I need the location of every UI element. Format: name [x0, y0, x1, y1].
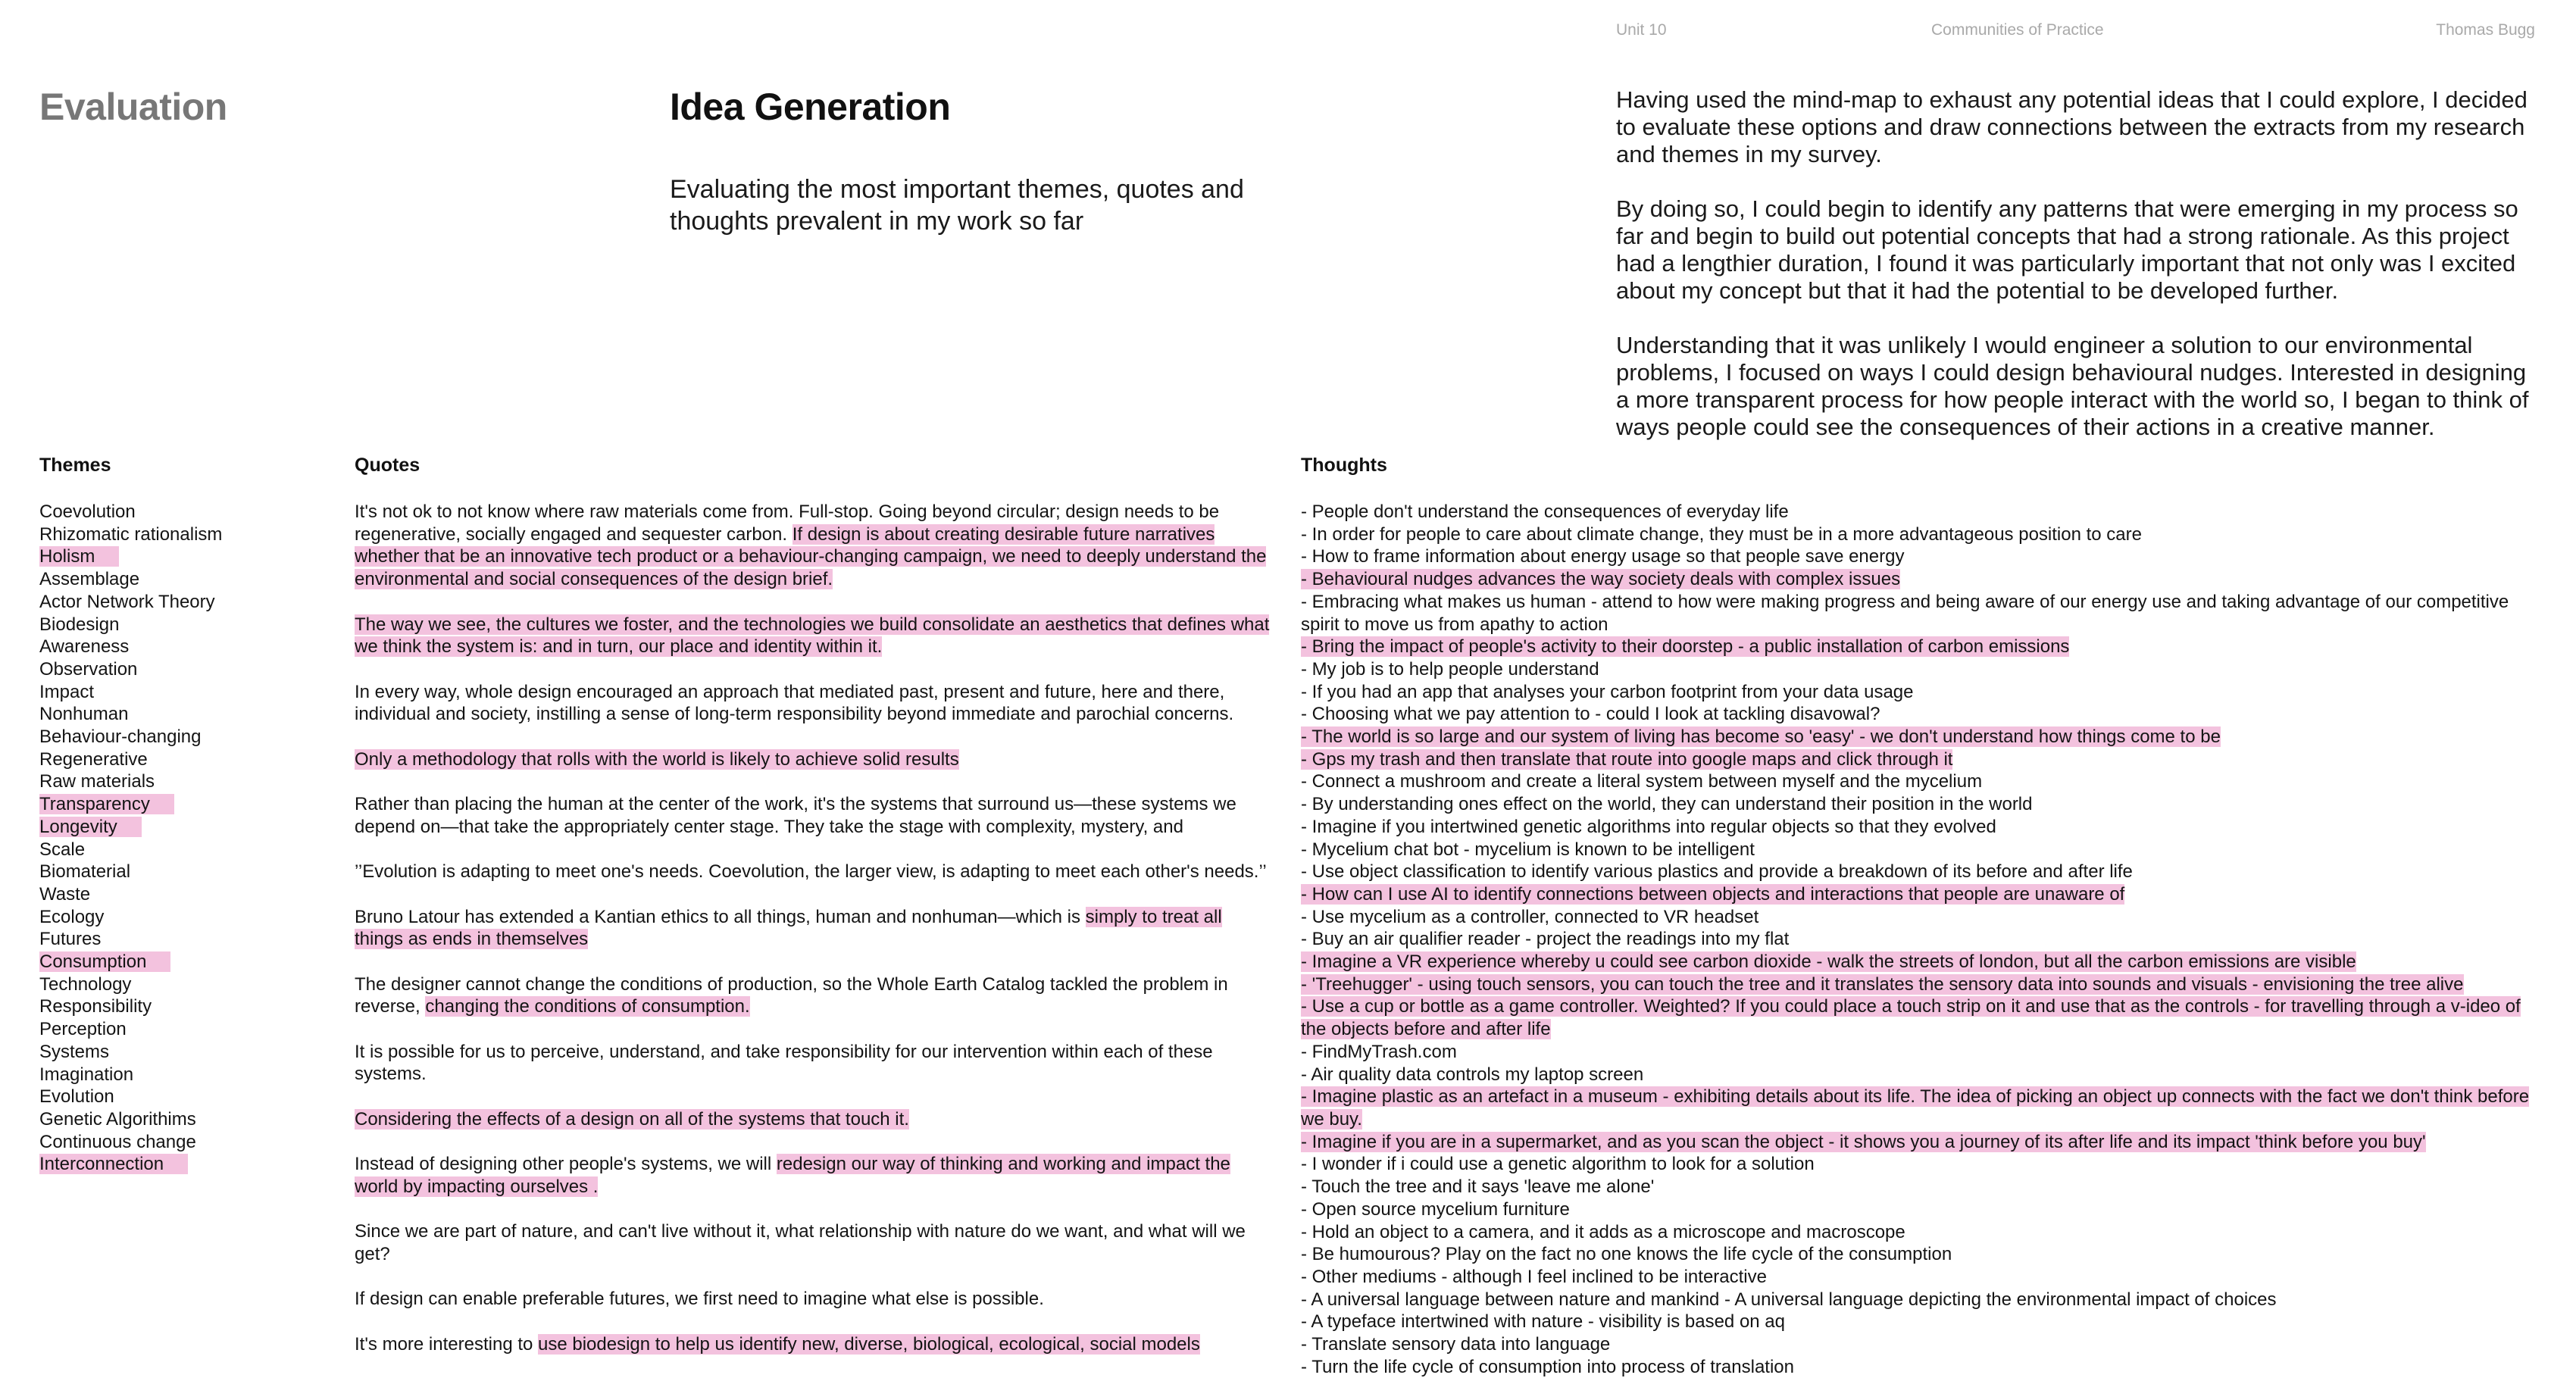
theme-label: Ecology	[39, 906, 105, 927]
thoughts-list	[1301, 501, 2543, 1378]
theme-label: Longevity	[39, 817, 142, 837]
theme-item	[39, 951, 327, 973]
thought-item	[1301, 839, 2543, 861]
quote-highlight: Only a methodology that rolls with the world is likely to achieve solid results	[355, 748, 959, 770]
thought-text: - Air quality data controls my laptop screen	[1301, 1064, 1644, 1085]
quotes-heading: Quotes	[355, 455, 420, 476]
thought-item	[1301, 1243, 2543, 1266]
theme-item	[39, 770, 327, 793]
theme-item	[39, 906, 327, 929]
theme-item	[39, 636, 327, 658]
quote-text: It's more interesting to	[355, 1333, 539, 1355]
theme-label: Continuous change	[39, 1131, 196, 1152]
theme-label: Technology	[39, 973, 132, 995]
thought-item	[1301, 973, 2543, 996]
theme-item	[39, 883, 327, 906]
thought-text: - I wonder if i could use a genetic algorithm to look for a solution	[1301, 1154, 1815, 1175]
theme-item	[39, 1018, 327, 1041]
thought-text: - By understanding ones effect on the world, they can understand their position in the world	[1301, 794, 2033, 815]
thought-highlight: - Imagine if you are in a supermarket, and as you scan the object - it shows you a journey of its after life and its impact 'think before you buy'	[1301, 1131, 2426, 1152]
thought-highlight: - Bring the impact of people's activity to their doorstep - a public installation of carbon emissions	[1301, 636, 2070, 658]
theme-item	[39, 726, 327, 748]
thoughts-heading: Thoughts	[1301, 455, 1387, 476]
quote-paragraph	[355, 906, 1275, 951]
thought-item	[1301, 726, 2543, 748]
theme-item	[39, 1064, 327, 1086]
quote-highlight: Considering the effects of a design on all of the systems that touch it.	[355, 1108, 909, 1130]
thought-item	[1301, 1356, 2543, 1378]
thought-item	[1301, 658, 2543, 681]
theme-label: Futures	[39, 929, 102, 950]
quote-text: ’’Evolution is adapting to meet one's needs. Coevolution, the larger view, is adapting to meet each other's needs.’’	[355, 861, 1267, 883]
thought-text: - Embracing what makes us human - attend to how were making progress and being aware of our energy use and taking advantage of our competitive spirit to move us from apathy to action	[1301, 591, 2509, 635]
intro-paragraph: Understanding that it was unlikely I would engineer a solution to our environmental problems, I focused on ways I could design behavioural nudges. Interested in designing a more transparent process for how people interact with the world so, I began to think of ways people could see the consequences of their actions in a creative manner.	[1616, 332, 2529, 440]
theme-item	[39, 816, 327, 839]
thought-item	[1301, 1086, 2543, 1130]
quote-paragraph	[355, 1108, 1275, 1131]
quote-text: Instead of designing other people's systems, we will	[355, 1154, 777, 1175]
theme-item	[39, 793, 327, 816]
thought-highlight: - Imagine plastic as an artefact in a museum - exhibiting details about its life. The idea of picking an object up connects with the fact we don't think before we buy.	[1301, 1086, 2530, 1130]
quote-paragraph	[355, 614, 1275, 658]
theme-label: Raw materials	[39, 771, 155, 792]
theme-item	[39, 995, 327, 1018]
theme-item	[39, 861, 327, 883]
theme-item	[39, 1086, 327, 1108]
theme-label: Awareness	[39, 636, 130, 658]
quote-highlight: redesign our way of thinking and working and impact the world by impacting ourselves .	[355, 1154, 1230, 1197]
thought-item	[1301, 1131, 2543, 1154]
quote-text: The designer cannot change the conditions of production, so the Whole Earth Catalog tackled the problem in reverse,	[355, 973, 1228, 1017]
thought-item	[1301, 793, 2543, 816]
theme-label: Consumption	[39, 951, 170, 972]
thought-highlight: - How can I use AI to identify connections between objects and interactions that people are unaware of	[1301, 883, 2125, 905]
theme-label: Imagination	[39, 1064, 134, 1085]
thought-item	[1301, 1176, 2543, 1198]
theme-item	[39, 928, 327, 951]
theme-label: Transparency	[39, 794, 174, 814]
theme-item	[39, 501, 327, 523]
theme-label: Responsibility	[39, 996, 152, 1017]
thought-item	[1301, 1221, 2543, 1244]
quote-paragraph	[355, 973, 1275, 1018]
thought-item	[1301, 591, 2543, 636]
thought-text: - Touch the tree and it says 'leave me alone'	[1301, 1176, 1655, 1198]
thought-item	[1301, 1198, 2543, 1221]
theme-item	[39, 1153, 327, 1176]
page-subtitle: Evaluating the most important themes, quotes and thoughts prevalent in my work so far	[670, 175, 1244, 236]
quote-paragraph	[355, 501, 1275, 591]
quote-highlight: The way we see, the cultures we foster, and the technologies we build consolidate an aesthetics that defines what we think the system is: and in turn, our place and identity within it.	[355, 614, 1270, 658]
quote-paragraph	[355, 1288, 1275, 1311]
thought-item	[1301, 568, 2543, 591]
theme-label: Regenerative	[39, 748, 148, 770]
thought-item	[1301, 636, 2543, 658]
theme-item	[39, 973, 327, 996]
quote-paragraph	[355, 1041, 1275, 1086]
header-module: Communities of Practice	[1931, 21, 2104, 39]
theme-item	[39, 748, 327, 771]
thought-item	[1301, 748, 2543, 771]
theme-label: Observation	[39, 658, 138, 680]
themes-heading: Themes	[39, 455, 111, 476]
intro-text	[1616, 86, 2544, 468]
thought-item	[1301, 501, 2543, 523]
thought-text: - A universal language between nature and mankind - A universal language depicting the environmental impact of choices	[1301, 1289, 2277, 1310]
thought-item	[1301, 995, 2543, 1040]
theme-item	[39, 614, 327, 636]
theme-label: Systems	[39, 1041, 110, 1062]
theme-label: Nonhuman	[39, 704, 129, 725]
theme-item	[39, 545, 327, 568]
thought-text: - Hold an object to a camera, and it adds as a microscope and macroscope	[1301, 1221, 1905, 1242]
thought-highlight: - The world is so large and our system of living has become so 'easy' - we don't understand how things come to be	[1301, 726, 2221, 748]
thought-item	[1301, 861, 2543, 883]
theme-item	[39, 839, 327, 861]
thought-item	[1301, 1064, 2543, 1086]
thought-item	[1301, 1289, 2543, 1311]
quote-paragraph	[355, 1220, 1275, 1265]
thought-text: - Use object classification to identify various plastics and provide a breakdown of its before and after life	[1301, 861, 2133, 883]
quotes-list	[355, 501, 1275, 1378]
thought-item	[1301, 545, 2543, 568]
thought-item	[1301, 816, 2543, 839]
thought-item	[1301, 1311, 2543, 1333]
thought-text: - Mycelium chat bot - mycelium is known to be intelligent	[1301, 839, 1755, 860]
thought-item	[1301, 703, 2543, 726]
thought-highlight: - Behavioural nudges advances the way society deals with complex issues	[1301, 569, 1901, 590]
thought-text: - Use mycelium as a controller, connected to VR headset	[1301, 906, 1759, 927]
thought-item	[1301, 770, 2543, 793]
thought-text: - Open source mycelium furniture	[1301, 1198, 1570, 1220]
header-unit: Unit 10	[1616, 21, 1667, 39]
thought-item	[1301, 883, 2543, 906]
theme-label: Coevolution	[39, 502, 136, 522]
quote-highlight: changing the conditions of consumption.	[425, 996, 750, 1017]
thought-item	[1301, 906, 2543, 929]
thought-text: - FindMyTrash.com	[1301, 1041, 1457, 1062]
thought-highlight: - Use a cup or bottle as a game controller. Weighted? If you could place a touch strip on it and use that as the controls - for travelling through a v-ideo of the objects before and after life	[1301, 996, 2521, 1040]
thought-text: - Buy an air qualifier reader - project the readings into my flat	[1301, 929, 1790, 950]
thought-highlight: - Gps my trash and then translate that route into google maps and click through it	[1301, 748, 1953, 770]
quote-paragraph	[355, 748, 1275, 771]
thought-item	[1301, 928, 2543, 951]
theme-label: Biomaterial	[39, 861, 131, 883]
theme-label: Biodesign	[39, 614, 120, 635]
thought-highlight: - 'Treehugger' - using touch sensors, you can touch the tree and it translates the sensory data into sounds and visuals - envisioning the tree alive	[1301, 973, 2464, 995]
quote-highlight: simply to treat all things as ends in themselves	[355, 906, 1222, 950]
page-label: Evaluation	[39, 86, 227, 128]
quote-paragraph	[355, 1153, 1275, 1198]
thought-text: - Choosing what we pay attention to - could I look at tackling disavowal?	[1301, 704, 1880, 725]
quote-text: Since we are part of nature, and can't live without it, what relationship with nature do we want, and what will we get?	[355, 1221, 1246, 1265]
thought-text: - Imagine if you intertwined genetic algorithms into regular objects so that they evolved	[1301, 816, 1996, 837]
theme-item	[39, 568, 327, 591]
quote-paragraph	[355, 793, 1275, 838]
quote-text: Bruno Latour has extended a Kantian ethics to all things, human and nonhuman—which is	[355, 906, 1086, 927]
thought-item	[1301, 951, 2543, 973]
theme-item	[39, 658, 327, 681]
thought-text: - Translate sensory data into language	[1301, 1334, 1611, 1355]
intro-paragraph: By doing so, I could begin to identify any patterns that were emerging in my process so far and begin to build out potential concepts that had a strong rationale. As this project had a lengthier duration, I found it was particularly important that not only was I excited about my concept but that it had the potential to be developed further.	[1616, 195, 2518, 304]
theme-label: Evolution	[39, 1086, 114, 1108]
thought-text: - Connect a mushroom and create a literal system between myself and the mycelium	[1301, 771, 1983, 792]
theme-label: Scale	[39, 839, 86, 860]
quote-highlight: use biodesign to help us identify new, diverse, biological, ecological, social models	[538, 1333, 1200, 1355]
theme-label: Assemblage	[39, 569, 140, 590]
theme-item	[39, 1108, 327, 1131]
theme-label: Actor Network Theory	[39, 591, 215, 612]
intro-paragraph: Having used the mind-map to exhaust any potential ideas that I could explore, I decided to evaluate these options and draw connections between the extracts from my research and themes in my survey.	[1616, 86, 2528, 167]
theme-label: Impact	[39, 681, 95, 702]
thought-text: - In order for people to care about climate change, they must be in a more advantageous position to care	[1301, 523, 2142, 545]
theme-label: Rhizomatic rationalism	[39, 523, 223, 545]
quote-text: It's not ok to not know where raw materials come from. Full-stop. Going beyond circular; design needs to be regenerative, socially engaged and sequester carbon.	[355, 502, 1220, 545]
thought-item	[1301, 523, 2543, 546]
thought-item	[1301, 1266, 2543, 1289]
theme-label: Behaviour-changing	[39, 726, 202, 748]
themes-list	[39, 501, 327, 1176]
thought-text: - Turn the life cycle of consumption into process of translation	[1301, 1356, 1794, 1377]
quote-highlight: If design is about creating desirable future narratives whether that be an innovative tech product or a behaviour-changing campaign, we need to deeply understand the environmental and social consequences of the design brief.	[355, 523, 1267, 590]
theme-label: Genetic Algorithims	[39, 1108, 196, 1130]
quote-text: In every way, whole design encouraged an approach that mediated past, present and future, here and there, individual and society, instilling a sense of long-term responsibility beyond immediate and parochial concerns.	[355, 681, 1234, 725]
theme-label: Perception	[39, 1019, 127, 1040]
quote-paragraph	[355, 861, 1275, 883]
thought-text: - Other mediums - although I feel inclined to be interactive	[1301, 1266, 1767, 1287]
theme-item	[39, 681, 327, 704]
thought-item	[1301, 1153, 2543, 1176]
thought-text: - My job is to help people understand	[1301, 658, 1599, 680]
thought-item	[1301, 1041, 2543, 1064]
theme-item	[39, 1041, 327, 1064]
thought-text: - A typeface intertwined with nature - visibility is based on aq	[1301, 1311, 1785, 1333]
quote-text: Rather than placing the human at the center of the work, it's the systems that surround us—these systems we depend on—that take the appropriately center stage. They take the stage with complexity, mystery, and	[355, 794, 1236, 837]
theme-item	[39, 703, 327, 726]
thought-highlight: - Imagine a VR experience whereby u could see carbon dioxide - walk the streets of london, but all the carbon emissions are visible	[1301, 951, 2356, 973]
theme-item	[39, 591, 327, 614]
header-author: Thomas Bugg	[2436, 21, 2535, 39]
page-title: Idea Generation	[670, 86, 951, 128]
thought-text: - People don't understand the consequences of everyday life	[1301, 502, 1789, 522]
quote-paragraph	[355, 1333, 1275, 1356]
quote-text: If design can enable preferable futures, we first need to imagine what else is possible.	[355, 1289, 1044, 1310]
theme-item	[39, 1131, 327, 1154]
thought-text: - How to frame information about energy usage so that people save energy	[1301, 546, 1905, 567]
theme-label: Waste	[39, 883, 91, 905]
theme-item	[39, 523, 327, 546]
thought-item	[1301, 1333, 2543, 1356]
theme-label: Interconnection	[39, 1154, 188, 1174]
quote-text: It is possible for us to perceive, understand, and take responsibility for our intervention within each of these systems.	[355, 1041, 1213, 1085]
theme-label: Holism	[39, 546, 119, 567]
thought-text: - Be humourous? Play on the fact no one knows the life cycle of the consumption	[1301, 1244, 1952, 1265]
thought-text: - If you had an app that analyses your carbon footprint from your data usage	[1301, 681, 1914, 702]
thought-item	[1301, 681, 2543, 704]
quote-paragraph	[355, 681, 1275, 726]
